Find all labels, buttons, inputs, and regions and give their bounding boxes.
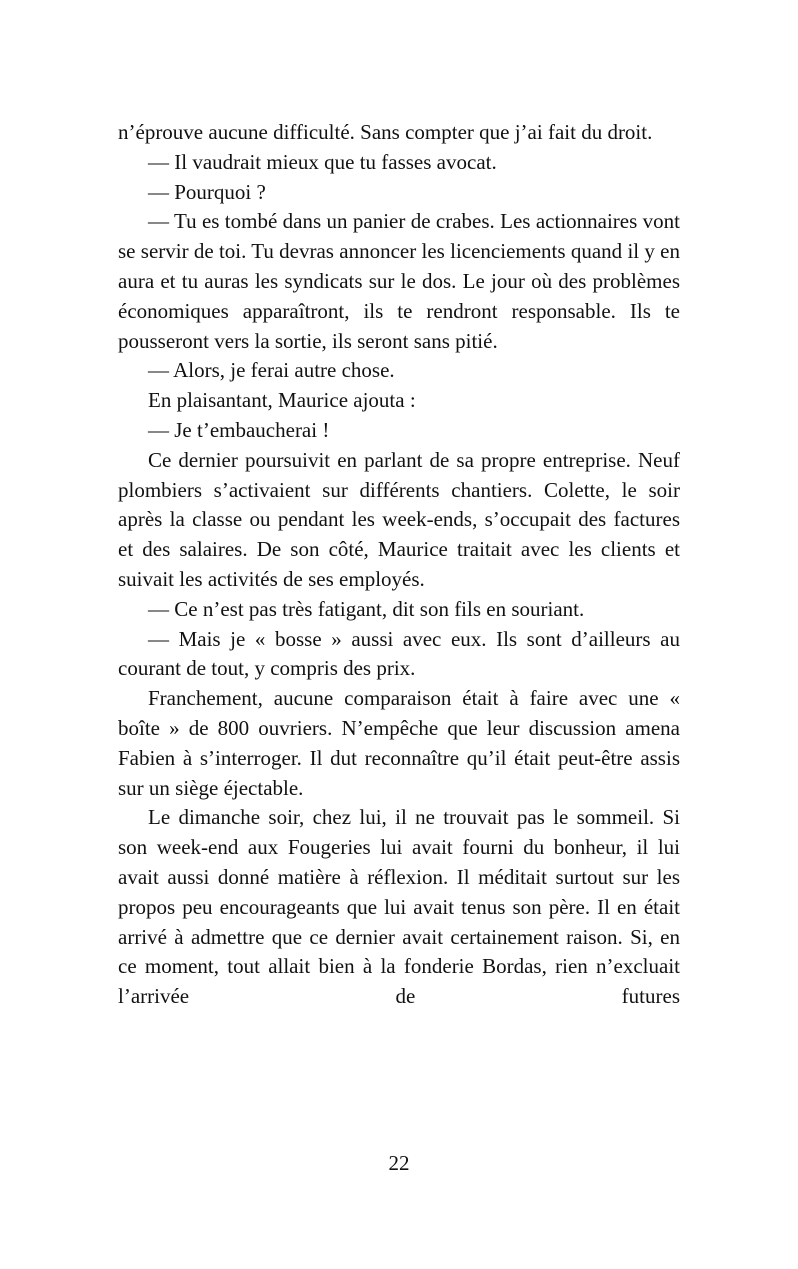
paragraph: Ce dernier poursuivit en parlant de sa propre entreprise. Neuf plombiers s’activaient sur différents chantiers. Colette, le soir après la classe ou pendant les week-ends, s’occupait des factures et des salaires. De son côté, Maurice traitait avec les clients et suivait les activités de ses employés. — [118, 447, 680, 591]
dialogue-line: — Ce n’est pas très fatigant, dit son fils en souriant. — [148, 596, 585, 621]
dialogue-line: — Tu es tombé dans un panier de crabes. Les actionnaires vont se servir de toi. Tu devras annoncer les licenciements quand il y en aura et tu auras les syndicats sur le dos. Le jour où des problèmes économiques apparaîtront, ils te rendront responsable. Ils te pousseront vers la sortie, ils seront sans pitié. — [118, 209, 680, 353]
dialogue-line: — Il vaudrait mieux que tu fasses avocat. — [148, 149, 497, 174]
dialogue-line: — Je t’embaucherai ! — [148, 417, 330, 442]
dialogue-line: — Alors, je ferai autre chose. — [148, 358, 395, 383]
paragraph-last: Le dimanche soir, chez lui, il ne trouvait pas le sommeil. Si son week-end aux Fougeries lui avait fourni du bonheur, il lui avait aussi donné matière à réflexion. Il méditait surtout sur les propos peu encourageants que lui avait tenus son père. Il en était arrivé à admettre que ce dernier avait certainement raison. Si, en ce moment, tout allait bien à la fonderie Bordas, rien n’excluait l’arrivée de futures — [118, 805, 680, 1009]
page-body — [118, 118, 680, 1012]
paragraph: En plaisantant, Maurice ajouta : — [148, 388, 416, 413]
dialogue-line: — Pourquoi ? — [148, 179, 266, 204]
dialogue-line: — Mais je « bosse » aussi avec eux. Ils sont d’ailleurs au courant de tout, y compris des prix. — [118, 626, 680, 681]
paragraph-continuation: n’éprouve aucune difficulté. Sans compter que j’ai fait du droit. — [118, 120, 653, 144]
paragraph: Franchement, aucune comparaison était à faire avec une « boîte » de 800 ouvriers. N’empêche que leur discussion amena Fabien à s’interroger. Il dut reconnaître qu’il était peut-être assis sur un siège éjectable. — [118, 686, 680, 800]
page-number: 22 — [388, 1151, 410, 1175]
